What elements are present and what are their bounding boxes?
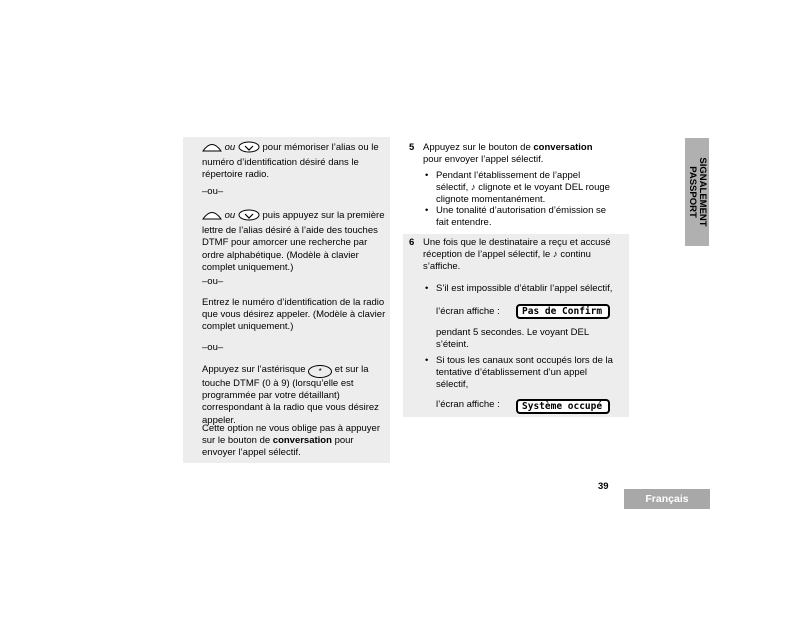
step6-bullet-2: Si tous les canaux sont occupés lors de la tentative d’établissement d’un appel sélectif, bbox=[436, 355, 613, 391]
step-6-text bbox=[423, 237, 613, 274]
para4-text-b: et sur la touche DTMF (0 à 9) (lorsqu’elle est programmée par votre détaillant) correspondant à la radio que vous désirez appeler. bbox=[202, 364, 379, 426]
lcd-display-no-confirm: Pas de Confirm bbox=[516, 304, 610, 319]
down-arrow-key-icon bbox=[238, 209, 260, 225]
left-para-1 bbox=[202, 141, 388, 182]
page-number: 39 bbox=[598, 481, 609, 492]
star-key-icon bbox=[308, 365, 332, 378]
or-separator-3: –ou– bbox=[202, 342, 224, 353]
step5-bullet-2: Une tonalité d’autorisation d’émission se fait entendre. bbox=[436, 205, 607, 229]
step5-text-a: Appuyez sur le bouton de bbox=[423, 142, 531, 153]
screen-label-2: l’écran affiche : bbox=[436, 399, 500, 410]
para5-bold: conversation bbox=[272, 435, 332, 447]
step6-after-display-1: pendant 5 secondes. Le voyant DEL s’éteint. bbox=[436, 327, 589, 351]
step5-bold: conversation bbox=[533, 142, 593, 153]
up-arrow-key-icon bbox=[202, 141, 222, 157]
s5b1-text-a: Pendant l’établissement de l’appel sélectif, bbox=[436, 170, 581, 194]
step-5-text bbox=[423, 142, 613, 166]
or-separator-2: –ou– bbox=[202, 276, 224, 287]
down-arrow-key-icon bbox=[238, 141, 260, 157]
left-para-4 bbox=[202, 364, 388, 427]
left-para-5 bbox=[202, 423, 388, 460]
section-tab-line2: PASSPORT bbox=[687, 166, 698, 218]
para5-text-b: pour envoyer l’appel sélectif. bbox=[202, 435, 354, 459]
step-6-number: 6 bbox=[409, 237, 415, 248]
or-conjunction: ou bbox=[224, 142, 236, 153]
bullet-marker: • bbox=[425, 355, 429, 366]
step5-text-b: pour envoyer l’appel sélectif. bbox=[423, 154, 544, 166]
left-para-2 bbox=[202, 209, 388, 274]
screen-label-1: l’écran affiche : bbox=[436, 306, 500, 317]
language-tab: Français bbox=[624, 489, 710, 509]
bullet-marker: • bbox=[425, 205, 429, 216]
section-tab-line1: SIGNALEMENT bbox=[697, 157, 708, 227]
music-note-icon: ♪ bbox=[552, 249, 558, 261]
bullet-marker: • bbox=[425, 283, 429, 294]
step-5-number: 5 bbox=[409, 142, 415, 153]
step6-bullet-1: S’il est impossible d’établir l’appel sélectif, bbox=[436, 283, 613, 294]
music-note-icon: ♪ bbox=[470, 182, 476, 194]
para5-text-a: Cette option ne vous oblige pas à appuyer sur le bouton de bbox=[202, 423, 380, 447]
lcd-display-system-busy: Système occupé bbox=[516, 399, 610, 414]
s5b1-text-b: clignote et le voyant DEL rouge clignote momentanément. bbox=[436, 182, 610, 206]
left-para-3: Entrez le numéro d’identification de la radio que vous désirez appeler. (Modèle à clavier complet uniquement.) bbox=[202, 297, 386, 333]
step6-text-b: continu s’affiche. bbox=[423, 249, 591, 273]
step6-text-a: Une fois que le destinataire a reçu et accusé réception de l’appel sélectif, le bbox=[423, 237, 611, 261]
or-conjunction: ou bbox=[224, 210, 236, 221]
bullet-marker: • bbox=[425, 170, 429, 181]
star-key-label: * bbox=[318, 367, 322, 376]
or-separator-1: –ou– bbox=[202, 186, 224, 197]
para1-text: pour mémoriser l’alias ou le numéro d’identification désiré dans le répertoire radio. bbox=[202, 142, 379, 181]
step5-bullet-1 bbox=[436, 170, 614, 207]
para2-text: puis appuyez sur la première lettre de l’alias désiré à l’aide des touches DTMF pour amorcer une recherche par ordre alphabétique. (Modèle à clavier complet uniquement.) bbox=[202, 210, 385, 273]
para4-text-a: Appuyez sur l’astérisque bbox=[202, 364, 306, 375]
up-arrow-key-icon bbox=[202, 209, 222, 225]
section-tab-label bbox=[687, 157, 707, 226]
